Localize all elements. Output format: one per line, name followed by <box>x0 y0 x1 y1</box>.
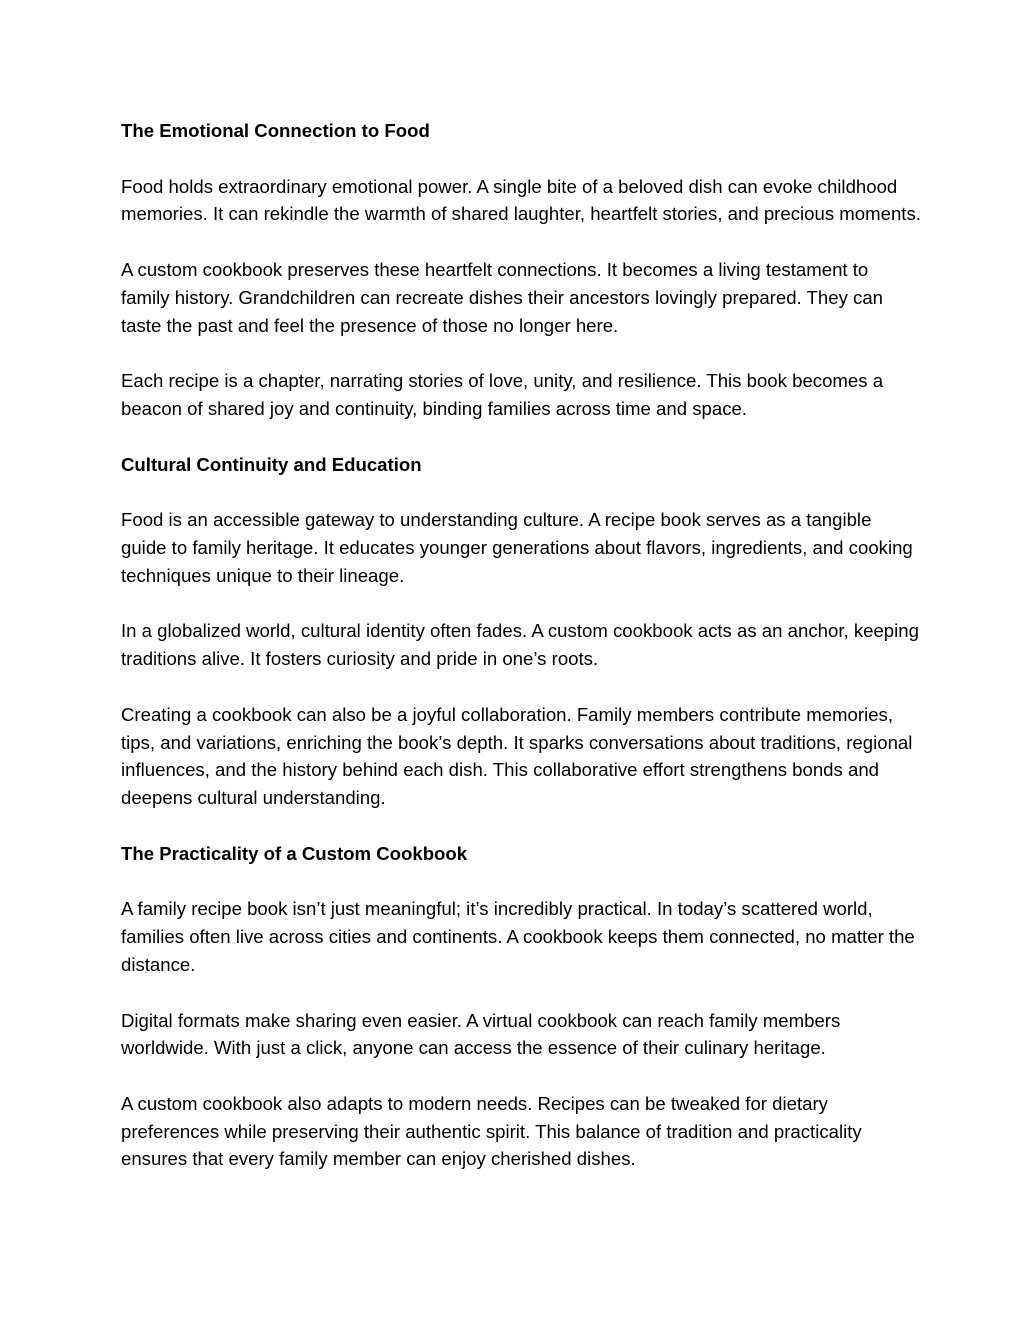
section-practicality <box>121 840 921 1174</box>
section-cultural-continuity <box>121 451 921 812</box>
section-heading: The Practicality of a Custom Cookbook <box>121 842 468 864</box>
paragraph: Food is an accessible gateway to understanding culture. A recipe book serves as a tangible guide to family heritage. It educates younger generations about flavors, ingredients, and cooking techniques unique to their lineage. <box>121 509 913 586</box>
paragraph: Creating a cookbook can also be a joyful collaboration. Family members contribute memories, tips, and variations, enriching the book’s depth. It sparks conversations about traditions, regional influences, and the history behind each dish. This collaborative effort strengthens bonds and deepens cultural understanding. <box>121 703 913 809</box>
paragraph: A family recipe book isn’t just meaningful; it’s incredibly practical. In today’s scattered world, families often live across cities and continents. A cookbook keeps them connected, no matter the distance. <box>121 898 915 975</box>
document-page <box>121 117 921 1201</box>
section-heading: The Emotional Connection to Food <box>121 120 430 141</box>
section-heading: Cultural Continuity and Education <box>121 453 422 475</box>
section-emotional-connection <box>121 117 921 423</box>
paragraph: In a globalized world, cultural identity often fades. A custom cookbook acts as an anchor, keeping traditions alive. It fosters curiosity and pride in one’s roots. <box>121 620 919 670</box>
paragraph: Each recipe is a chapter, narrating stories of love, unity, and resilience. This book becomes a beacon of shared joy and continuity, binding families across time and space. <box>121 370 884 419</box>
paragraph: A custom cookbook preserves these heartfelt connections. It becomes a living testament to family history. Grandchildren can recreate dishes their ancestors lovingly prepared. They can taste the past and feel the presence of those no longer here. <box>121 258 884 336</box>
paragraph: A custom cookbook also adapts to modern needs. Recipes can be tweaked for dietary preferences while preserving their authentic spirit. This balance of tradition and practicality ensures that every family member can enjoy cherished dishes. <box>121 1092 862 1170</box>
paragraph: Digital formats make sharing even easier. A virtual cookbook can reach family members worldwide. With just a click, anyone can access the essence of their culinary heritage. <box>121 1009 841 1059</box>
paragraph: Food holds extraordinary emotional power. A single bite of a beloved dish can evoke childhood memories. It can rekindle the warmth of shared laughter, heartfelt stories, and precious moments. <box>121 175 921 225</box>
